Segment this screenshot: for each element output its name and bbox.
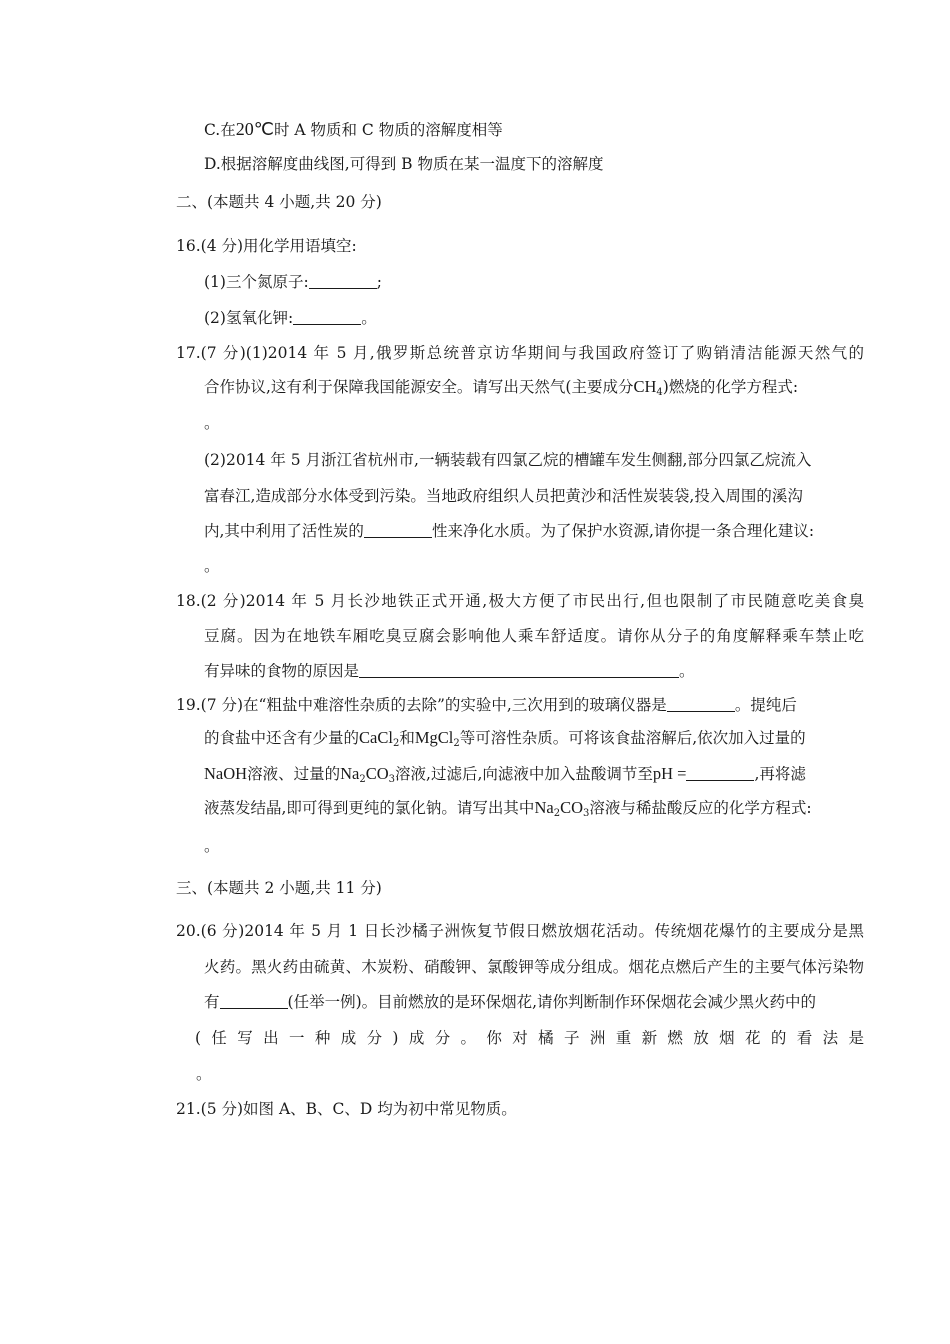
q20-line-4-char: 。 bbox=[460, 1029, 477, 1047]
q17-answer-blank[interactable] bbox=[364, 521, 432, 538]
q20-line-4-char: 看 bbox=[796, 1029, 813, 1047]
q19-formula-naoh: NaOH bbox=[204, 764, 248, 783]
q17-line-6-text-a: 内,其中利用了活性炭的 bbox=[204, 522, 364, 540]
q19-line-4 bbox=[204, 797, 864, 819]
q20-line-1 bbox=[176, 920, 864, 942]
q20-line-4-char: ) bbox=[392, 1029, 399, 1047]
q19-formula-na2co3-sub-3: 2 bbox=[553, 808, 561, 819]
q18-line-1 bbox=[176, 590, 864, 612]
q19-formula-cacl2-subscript: 2 bbox=[392, 738, 400, 749]
q20-line-4-char: 子 bbox=[563, 1029, 580, 1047]
q17-line-4: (2)2014 年 5 月浙江省杭州市,一辆装载有四氯乙烷的槽罐车发生侧翻,部分四氯乙烷流入 bbox=[204, 451, 812, 469]
q17-line-3: 。 bbox=[204, 414, 220, 432]
q20-line-3-text-a: 有 bbox=[204, 993, 220, 1011]
q19-line-3-text-a: 溶液、过量的 bbox=[247, 765, 341, 783]
q15-option-c-text: 时 A 物质和 C 物质的溶解度相等 bbox=[273, 121, 503, 139]
q19-formula-na2co3-sub-1: 2 bbox=[359, 774, 366, 785]
q20-line-4-char: 成 bbox=[408, 1029, 425, 1047]
q17-formula-ch4-subscript: 4 bbox=[656, 387, 663, 398]
q16-part2-label: (2)氢氧化钾: bbox=[204, 309, 294, 327]
q17-line-2 bbox=[204, 376, 864, 398]
q15-option-d: D.根据溶解度曲线图,可得到 B 物质在某一温度下的溶解度 bbox=[204, 155, 604, 173]
q19-formula-na2co3-na: Na bbox=[340, 764, 360, 783]
q18-line-2-text: 豆腐。因为在地铁车厢吃臭豆腐会影响他人乘车舒适度。请你从分子的角度解释乘车禁止吃 bbox=[204, 627, 864, 645]
q20-line-4-char: 分 bbox=[366, 1029, 383, 1047]
q18-answer-blank[interactable] bbox=[359, 661, 679, 678]
q20-line-4-char: 燃 bbox=[667, 1029, 683, 1047]
q19-line-2-text-b: 等可溶性杂质。可将该食盐溶解后,依次加入过量的 bbox=[459, 729, 806, 747]
q19-formula-na2co3-na-2: Na bbox=[534, 798, 554, 817]
q16-part2 bbox=[204, 307, 377, 329]
q18-line-2 bbox=[204, 625, 864, 647]
q19-line-3-text-b: 溶液,过滤后,向滤液中加入盐酸调节至 bbox=[395, 765, 653, 783]
q20-line-4-char: 新 bbox=[641, 1029, 658, 1047]
q17-line-2-text-b: )燃烧的化学方程式: bbox=[662, 378, 799, 396]
q20-line-2 bbox=[204, 956, 864, 978]
q19-line-3-text-c: ,再将滤 bbox=[754, 765, 806, 783]
section-2-heading: 二、(本题共 4 小题,共 20 分) bbox=[176, 193, 382, 211]
q20-line-1-text: 20.(6 分)2014 年 5 月 1 日长沙橘子洲恢复节假日燃放烟花活动。传统烟花爆竹的主要成分是黑 bbox=[176, 922, 864, 940]
q19-formula-na2co3-sub-2: 3 bbox=[388, 774, 396, 785]
q20-line-4-char: 是 bbox=[848, 1029, 864, 1047]
q17-line-2-text-a: 合作协议,这有利于保障我国能源安全。请写出天然气(主要成分 bbox=[204, 378, 634, 396]
q19-line-2-text-a: 的食盐中还含有少量的 bbox=[204, 729, 360, 747]
q20-line-4-char: 种 bbox=[314, 1029, 331, 1047]
q20-line-4-char: 法 bbox=[822, 1029, 839, 1047]
q17-line-6-text-b: 性来净化水质。为了保护水资源,请你提一条合理化建议: bbox=[431, 522, 815, 540]
q19-formula-mgcl2-subscript: 2 bbox=[453, 738, 460, 749]
q19-formula-cacl2: CaCl bbox=[359, 728, 393, 747]
q19-line-4-text-a: 液蒸发结晶,即可得到更纯的氯化钠。请写出其中 bbox=[204, 799, 535, 817]
q20-line-4-char: 的 bbox=[770, 1029, 787, 1047]
q19-formula-na2co3-sub-4: 3 bbox=[582, 808, 590, 819]
q16-stem: 16.(4 分)用化学用语填空: bbox=[176, 237, 357, 255]
q20-line-4-char: 出 bbox=[263, 1029, 279, 1047]
q19-formula-na2co3-co-2: CO bbox=[560, 798, 583, 817]
q15-option-c-prefix: C.在 bbox=[204, 121, 236, 139]
q20-line-4-char: 花 bbox=[745, 1029, 761, 1047]
q19-line-1-text-b: 。提纯后 bbox=[734, 696, 797, 714]
q19-line-1 bbox=[176, 694, 864, 716]
q19-line-3 bbox=[204, 763, 864, 785]
q20-line-4-char: 任 bbox=[211, 1029, 227, 1047]
q15-option-c bbox=[204, 118, 503, 141]
q17-formula-ch4: CH bbox=[633, 377, 657, 396]
q19-line-5: 。 bbox=[204, 837, 220, 855]
q20-line-4-char: 你 bbox=[486, 1029, 502, 1047]
q19-line-2-and: 和 bbox=[399, 729, 415, 747]
q17-line-5: 富春江,造成部分水体受到污染。当地政府组织人员把黄沙和活性炭装袋,投入周围的溪沟 bbox=[204, 487, 803, 505]
q15-option-c-temp: 20℃ bbox=[235, 119, 274, 139]
q20-line-4-char: 一 bbox=[288, 1029, 305, 1047]
q16-part1-end: ; bbox=[376, 273, 382, 291]
q19-line-2 bbox=[204, 727, 864, 749]
q20-line-3 bbox=[204, 991, 864, 1013]
q21-stem: 21.(5 分)如图 A、B、C、D 均为初中常见物质。 bbox=[176, 1100, 517, 1118]
q18-line-3-end: 。 bbox=[679, 662, 695, 680]
q17-line-1-text: 17.(7 分)(1)2014 年 5 月,俄罗斯总统普京访华期间与我国政府签订了购销清洁能源天然气的 bbox=[176, 344, 864, 362]
q19-line-4-text-b: 溶液与稀盐酸反应的化学方程式: bbox=[589, 799, 812, 817]
q20-line-4-char: 成 bbox=[340, 1029, 357, 1047]
q18-line-3 bbox=[204, 660, 695, 682]
q20-line-4-char: 洲 bbox=[589, 1029, 606, 1047]
q18-line-3-text: 有异味的食物的原因是 bbox=[204, 662, 360, 680]
q20-line-4-char: 对 bbox=[512, 1029, 528, 1047]
q17-line-7: 。 bbox=[204, 557, 220, 575]
q19-ph-label: pH = bbox=[652, 764, 687, 783]
q20-line-5: 。 bbox=[196, 1065, 212, 1083]
q20-line-4-char: 分 bbox=[434, 1029, 451, 1047]
q16-part1 bbox=[204, 271, 382, 293]
q20-line-4-char: 放 bbox=[693, 1029, 709, 1047]
q20-line-2-text: 火药。黑火药由硫黄、木炭粉、硝酸钾、氯酸钾等成分组成。烟花点燃后产生的主要气体污染物 bbox=[204, 958, 864, 976]
q19-formula-mgcl2: MgCl bbox=[414, 728, 454, 747]
q20-line-4-char: ( bbox=[195, 1029, 202, 1047]
q19-line-1-text-a: 19.(7 分)在“粗盐中难溶性杂质的去除”的实验中,三次用到的玻璃仪器是 bbox=[176, 696, 667, 714]
q17-line-1 bbox=[176, 342, 864, 364]
section-3-heading: 三、(本题共 2 小题,共 11 分) bbox=[176, 879, 382, 897]
q18-line-1-text: 18.(2 分)2014 年 5 月长沙地铁正式开通,极大方便了市民出行,但也限制了市民随意吃美食臭 bbox=[176, 592, 864, 610]
q16-answer-blank-1[interactable] bbox=[309, 272, 377, 289]
q16-part1-label: (1)三个氮原子: bbox=[204, 273, 309, 291]
q20-line-4 bbox=[195, 1027, 864, 1049]
q20-line-4-char: 写 bbox=[237, 1029, 253, 1047]
q20-line-4-char: 橘 bbox=[538, 1029, 554, 1047]
q20-line-4-char: 烟 bbox=[719, 1029, 735, 1047]
q20-line-4-char: 重 bbox=[615, 1029, 632, 1047]
q16-part2-end: 。 bbox=[361, 309, 377, 327]
q20-answer-blank[interactable] bbox=[220, 992, 288, 1009]
q19-formula-na2co3-co: CO bbox=[365, 764, 389, 783]
q17-line-6 bbox=[204, 520, 864, 542]
q19-answer-blank-2[interactable] bbox=[686, 764, 754, 781]
q16-answer-blank-2[interactable] bbox=[293, 308, 361, 325]
q19-answer-blank-1[interactable] bbox=[667, 695, 735, 712]
q20-line-3-text-b: (任举一例)。目前燃放的是环保烟花,请你判断制作环保烟花会减少黑火药中的 bbox=[287, 993, 817, 1011]
